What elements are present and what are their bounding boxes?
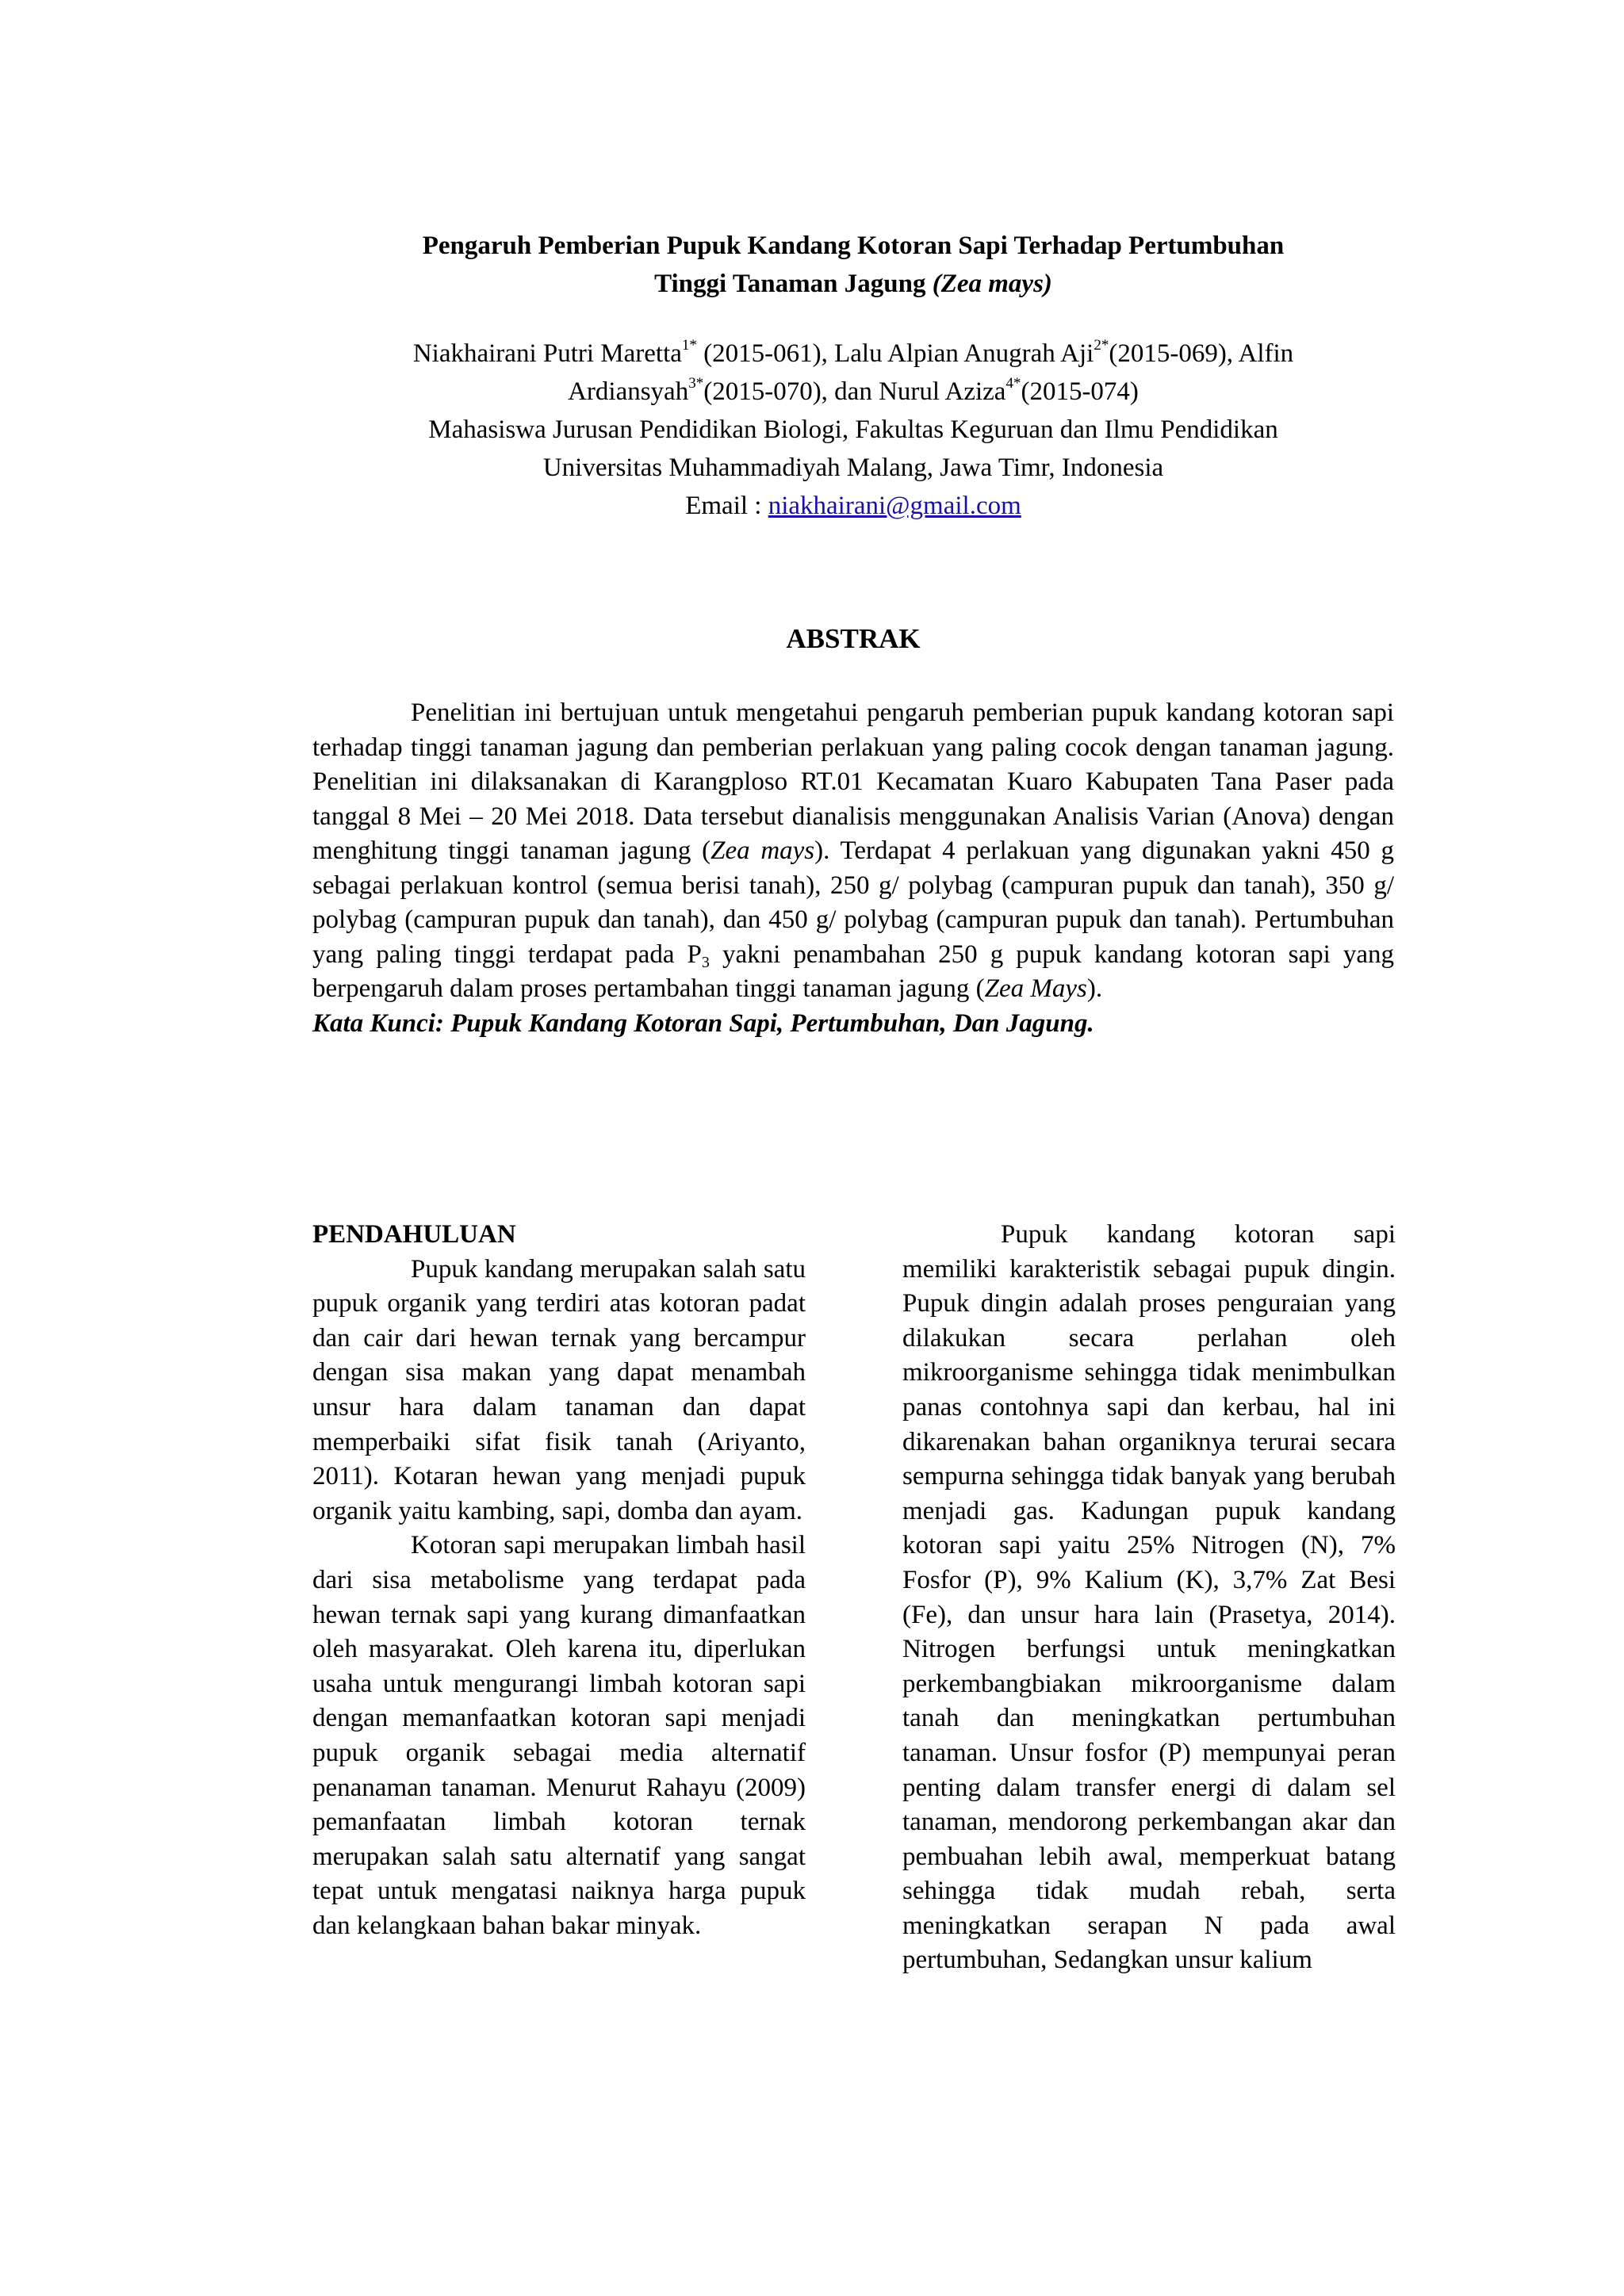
title-line-1: Pengaruh Pemberian Pupuk Kandang Kotoran Sapi Terhadap Pertumbuhan	[422, 232, 1285, 260]
author-3-sup: 3*	[688, 375, 704, 392]
email-line	[262, 487, 1445, 525]
keywords: Kata Kunci: Pupuk Kandang Kotoran Sapi, Pertumbuhan, Dan Jagung.	[312, 1008, 1094, 1038]
title-line-2-main: Tinggi Tanaman Jagung	[654, 270, 933, 298]
abstract-italic-1: Zea mays	[710, 836, 815, 865]
author-4-sup: 4*	[1005, 375, 1021, 392]
author-3-id: (2015-070), dan Nurul Aziza	[703, 377, 1006, 406]
paper-title	[312, 227, 1394, 303]
abstract-text-4: ).	[1086, 974, 1103, 1003]
email-link[interactable]: niakhairani@gmail.com	[768, 492, 1021, 520]
left-column	[312, 1218, 806, 1943]
author-2-sup: 2*	[1094, 337, 1109, 354]
author-3-name: Ardiansyah	[568, 377, 689, 406]
title-species: (Zea mays)	[932, 270, 1052, 298]
author-1-id: (2015-061), Lalu Alpian Anugrah Aji	[696, 339, 1094, 368]
author-line-2	[262, 373, 1445, 411]
author-1-sup: 1*	[681, 337, 697, 354]
right-column	[902, 1218, 1396, 1978]
author-4-id: (2015-074)	[1021, 377, 1139, 406]
left-paragraph-2: Kotoran sapi merupakan limbah hasil dari sisa metabolisme yang terdapat pada hewan ternak sapi yang kurang dimanfaatkan oleh masyarakat. Oleh karena itu, diperlukan usaha untuk mengurangi limbah kotoran sapi dengan memanfaatkan kotoran sapi menjadi pupuk organik sebagai media alternatif penanaman tanaman. Menurut Rahayu (2009) pemanfaatan limbah kotoran ternak merupakan salah satu alternatif yang sangat tepat untuk mengatasi naiknya harga pupuk dan kelangkaan bahan bakar minyak.	[312, 1531, 806, 1940]
abstract-paragraph	[312, 696, 1394, 1007]
abstract-text-2: ). Terdapat 4 perlakuan yang digunakan yakni 450 g sebagai perlakuan kontrol (semua berisi tanah), 250 g/ polybag (campuran pupuk dan tanah), 350 g/ polybag (campuran pupuk dan tanah), dan 450 g/ polybag (campuran pupuk dan tanah). Pertumbuhan yang paling tinggi terdapat pada P	[312, 836, 1394, 969]
author-1-name: Niakhairani Putri Maretta	[412, 339, 682, 368]
author-line-1	[262, 335, 1445, 373]
author-block	[262, 335, 1445, 525]
section-heading: PENDAHULUAN	[312, 1220, 516, 1249]
abstract-italic-2: Zea Mays	[984, 974, 1087, 1003]
title-line-2	[312, 265, 1394, 303]
right-paragraph-1: Pupuk kandang kotoran sapi memiliki karakteristik sebagai pupuk dingin. Pupuk dingin adalah proses penguraian yang dilakukan secara perlahan oleh mikroorganisme sehingga tidak menimbulkan panas contohnya sapi dan kerbau, hal ini dikarenakan bahan organiknya terurai secara sempurna sehingga tidak banyak yang berubah menjadi gas. Kadungan pupuk kandang kotoran sapi yaitu 25% Nitrogen (N), 7% Fosfor (P), 9% Kalium (K), 3,7% Zat Besi (Fe), dan unsur hara lain (Prasetya, 2014). Nitrogen berfungsi untuk meningkatkan perkembangbiakan mikroorganisme dalam tanah dan meningkatkan pertumbuhan tanaman. Unsur fosfor (P) mempunyai peran penting dalam transfer energi di dalam sel tanaman, mendorong perkembangan akar dan pembuahan lebih awal, memperkuat batang sehingga tidak mudah rebah, serta meningkatkan serapan N pada awal pertumbuhan, Sedangkan unsur kalium	[902, 1220, 1396, 1975]
abstract-body	[312, 696, 1394, 1041]
email-label: Email :	[685, 492, 768, 520]
abstract-heading: ABSTRAK	[786, 623, 921, 654]
abstract-subscript: 3	[701, 953, 710, 971]
affiliation-line-2: Universitas Muhammadiyah Malang, Jawa Timr, Indonesia	[542, 453, 1164, 482]
left-paragraph-1: Pupuk kandang merupakan salah satu pupuk organik yang terdiri atas kotoran padat dan cair dari hewan ternak yang bercampur dengan sisa makan yang dapat menambah unsur hara dalam tanaman dan dapat memperbaiki sifat fisik tanah (Ariyanto, 2011). Kotaran hewan yang menjadi pupuk organik yaitu kambing, sapi, domba dan ayam.	[312, 1254, 806, 1525]
author-2-id: (2015-069), Alfin	[1109, 339, 1294, 368]
abstract-text-3: yakni penambahan 250 g pupuk kandang kotoran sapi yang berpengaruh dalam proses pertambahan tinggi tanaman jagung (	[312, 939, 1394, 1003]
abstract-text-1: Penelitian ini bertujuan untuk mengetahui pengaruh pemberian pupuk kandang kotoran sapi terhadap tinggi tanaman jagung dan pemberian perlakuan yang paling cocok dengan tanaman jagung. Penelitian ini dilaksanakan di Karangploso RT.01 Kecamatan Kuaro Kabupaten Tana Paser pada tanggal 8 Mei – 20 Mei 2018. Data tersebut dianalisis menggunakan Analisis Varian (Anova) dengan menghitung tinggi tanaman jagung (	[312, 698, 1394, 865]
affiliation-line-1: Mahasiswa Jurusan Pendidikan Biologi, Fakultas Keguruan dan Ilmu Pendidikan	[428, 415, 1278, 444]
